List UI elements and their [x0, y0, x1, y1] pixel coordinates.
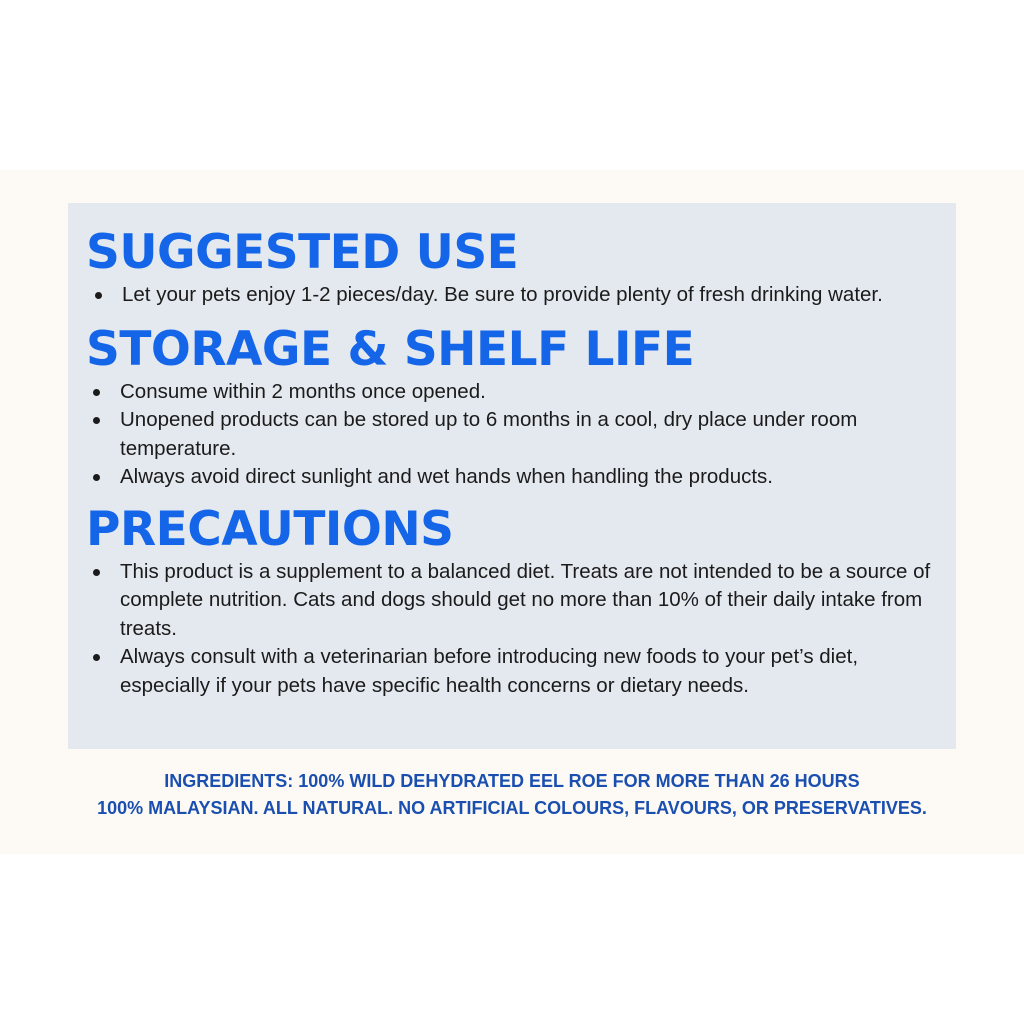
list-item: Let your pets enjoy 1-2 pieces/day. Be sure to provide plenty of fresh drinking water.: [122, 281, 942, 310]
precautions-heading: PRECAUTIONS: [86, 501, 454, 557]
footer-notes: [0, 768, 1024, 822]
suggested-use-section: [86, 225, 942, 310]
list-item: Always consult with a veterinarian before introducing new foods to your pet’s diet, especially if your pets have specific health concerns or dietary needs.: [120, 643, 942, 700]
suggested-use-list: [86, 281, 942, 310]
list-item: Consume within 2 months once opened.: [120, 378, 942, 407]
list-item: Unopened products can be stored up to 6 months in a cool, dry place under room temperature.: [120, 406, 942, 463]
list-item: Always avoid direct sunlight and wet hands when handling the products.: [120, 463, 942, 492]
ingredients-line: INGREDIENTS: 100% WILD DEHYDRATED EEL ROE FOR MORE THAN 26 HOURS: [164, 771, 860, 791]
storage-list: [86, 378, 942, 492]
precautions-section: [86, 502, 942, 701]
origin-line: 100% MALAYSIAN. ALL NATURAL. NO ARTIFICIAL COLOURS, FLAVOURS, OR PRESERVATIVES.: [97, 798, 927, 818]
storage-heading: STORAGE & SHELF LIFE: [86, 321, 695, 377]
suggested-use-heading: SUGGESTED USE: [86, 225, 519, 280]
info-panel: [68, 203, 956, 749]
list-item: This product is a supplement to a balanced diet. Treats are not intended to be a source of complete nutrition. Cats and dogs should get no more than 10% of their daily intake from treats.: [120, 558, 942, 644]
precautions-list: [86, 558, 942, 701]
storage-section: [86, 322, 942, 492]
